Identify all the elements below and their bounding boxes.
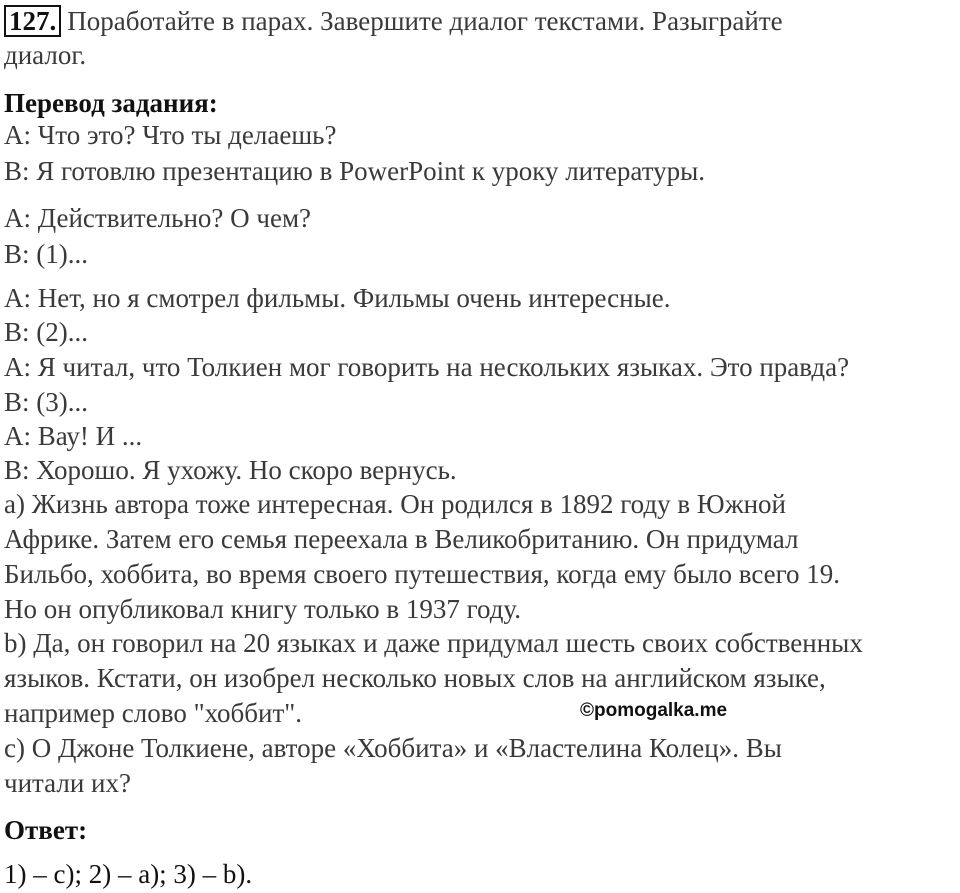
dialogue-line: B: (1)... <box>4 239 88 269</box>
translation-heading: Перевод задания: <box>4 88 218 118</box>
dialogue-line: B: Я готовлю презентацию в PowerPoint к уроку литературы. <box>4 156 706 186</box>
option-a-line: Африке. Затем его семья переехала в Великобританию. Он придумал <box>4 524 799 554</box>
option-a-line: Бильбо, хоббита, во время своего путешествия, когда ему было всего 19. <box>4 559 841 589</box>
dialogue-line: A: Нет, но я смотрел фильмы. Фильмы очень интересные. <box>4 283 671 313</box>
task-number: 127. <box>4 5 61 37</box>
answer-heading: Ответ: <box>4 815 88 845</box>
dialogue-line: A: Я читал, что Толкиен мог говорить на нескольких языках. Это правда? <box>4 352 850 382</box>
task-instruction <box>4 4 783 38</box>
task-instruction-line1: Поработайте в парах. Завершите диалог текстами. Разыграйте <box>67 6 783 36</box>
option-c-line: c) О Джоне Толкиене, авторе «Хоббита» и «Властелина Колец». Вы <box>4 733 782 763</box>
option-b-line: например слово "хоббит". <box>4 698 303 728</box>
option-a-line: a) Жизнь автора тоже интересная. Он родился в 1892 году в Южной <box>4 489 786 519</box>
task-instruction-line2: диалог. <box>4 40 87 70</box>
dialogue-line: B: (3)... <box>4 387 88 417</box>
option-a-line: Но он опубликовал книгу только в 1937 году. <box>4 594 521 624</box>
dialogue-line: A: Что это? Что ты делаешь? <box>4 120 337 150</box>
option-c-line: читали их? <box>4 768 131 798</box>
watermark: ©pomogalka.me <box>580 700 728 721</box>
option-b-line: b) Да, он говорил на 20 языках и даже придумал шесть своих собственных <box>4 628 863 658</box>
dialogue-line: B: (2)... <box>4 317 88 347</box>
dialogue-line: A: Действительно? О чем? <box>4 203 312 233</box>
dialogue-line: B: Хорошо. Я ухожу. Но скоро вернусь. <box>4 455 457 485</box>
answer-text: 1) – c); 2) – a); 3) – b). <box>4 859 253 889</box>
dialogue-line: A: Вау! И ... <box>4 421 143 451</box>
option-b-line: языков. Кстати, он изобрел несколько новых слов на английском языке, <box>4 663 826 693</box>
